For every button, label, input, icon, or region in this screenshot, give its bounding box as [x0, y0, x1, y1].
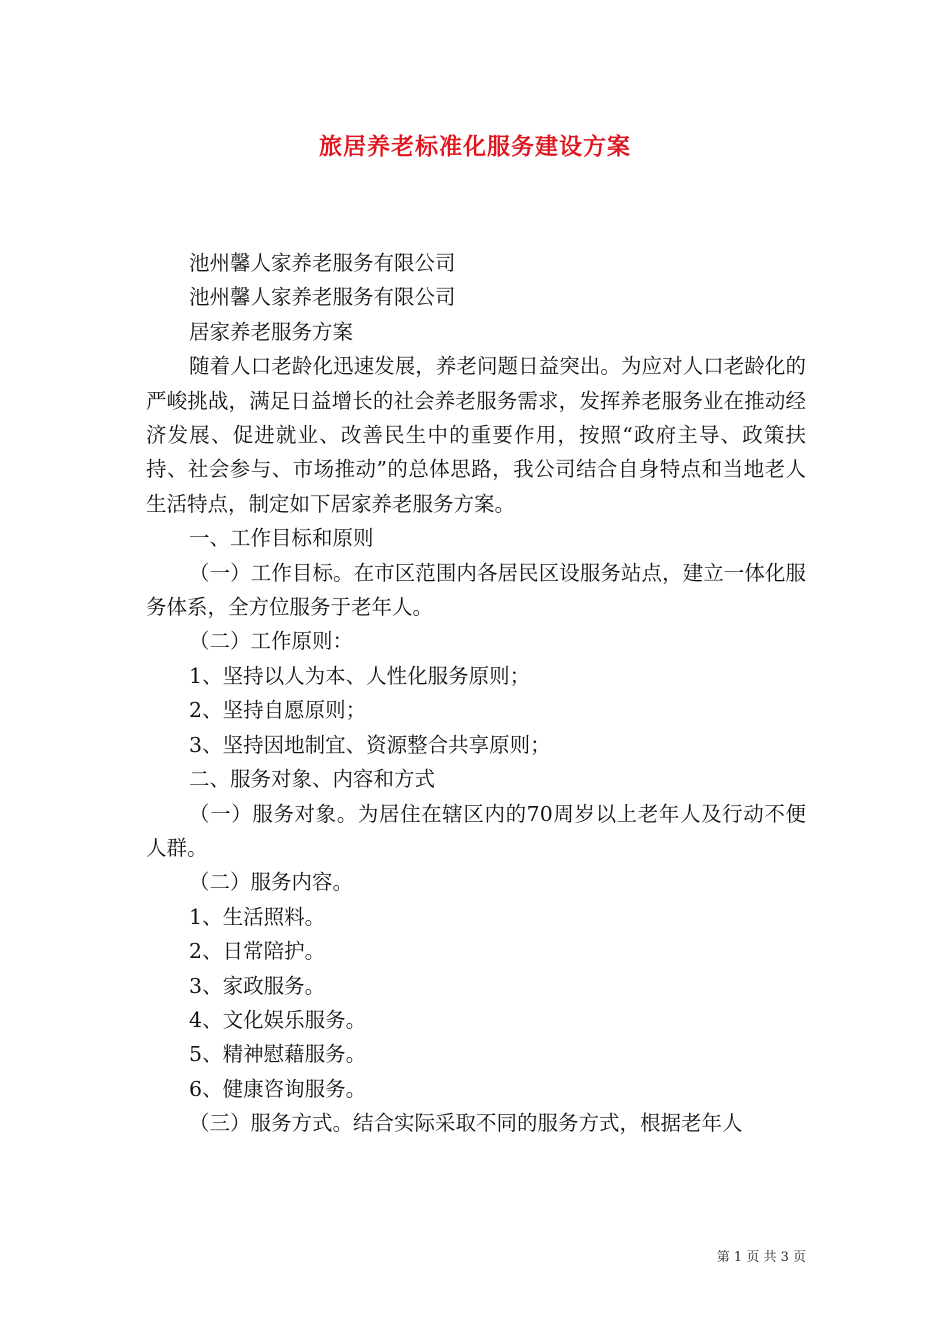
- page-footer: 第 1 页 共 3 页: [716, 1250, 806, 1265]
- section-heading: 二、服务对象、内容和方式: [189, 767, 436, 792]
- list-item: 2、坚持自愿原则；: [189, 698, 367, 723]
- list-item: 1、坚持以人为本、人性化服务原则；: [189, 663, 531, 688]
- document-body: [146, 246, 806, 1141]
- paragraph: 池州馨人家养老服务有限公司: [189, 285, 456, 310]
- list-item: 4、文化娱乐服务。: [189, 1007, 367, 1032]
- paragraph: 居家养老服务方案: [189, 319, 354, 344]
- paragraph: （一）工作目标。在市区范围内各居民区设服务站点，建立一体化服务体系，全方位服务于老年人。: [146, 560, 806, 620]
- paragraph: 池州馨人家养老服务有限公司: [189, 251, 456, 275]
- list-item: 5、精神慰藉服务。: [189, 1042, 367, 1067]
- list-item: 3、坚持因地制宜、资源整合共享原则；: [189, 732, 551, 757]
- list-item: 6、健康咨询服务。: [189, 1076, 367, 1101]
- document-title: 旅居养老标准化服务建设方案: [319, 133, 631, 160]
- paragraph: （二）工作原则：: [189, 629, 354, 654]
- list-item: 1、生活照料。: [189, 904, 326, 929]
- section-heading: 一、工作目标和原则: [189, 526, 374, 551]
- list-item: 3、家政服务。: [189, 973, 326, 998]
- paragraph: （二）服务内容。: [189, 870, 354, 895]
- paragraph: （三）服务方式。结合实际采取不同的服务方式，根据老年人: [189, 1111, 743, 1136]
- list-item: 2、日常陪护。: [189, 939, 326, 964]
- paragraph: （一）服务对象。为居住在辖区内的70周岁以上老年人及行动不便人群。: [146, 801, 806, 860]
- paragraph: 随着人口老龄化迅速发展，养老问题日益突出。为应对人口老龄化的严峻挑战，满足日益增长的社会养老服务需求，发挥养老服务业在推动经济发展、促进就业、改善民生中的重要作用，按照“政府主导、政策扶持、社会参与、市场推动”的总体思路，我公司结合自身特点和当地老人生活特点，制定如下居家养老服务方案。: [146, 354, 806, 516]
